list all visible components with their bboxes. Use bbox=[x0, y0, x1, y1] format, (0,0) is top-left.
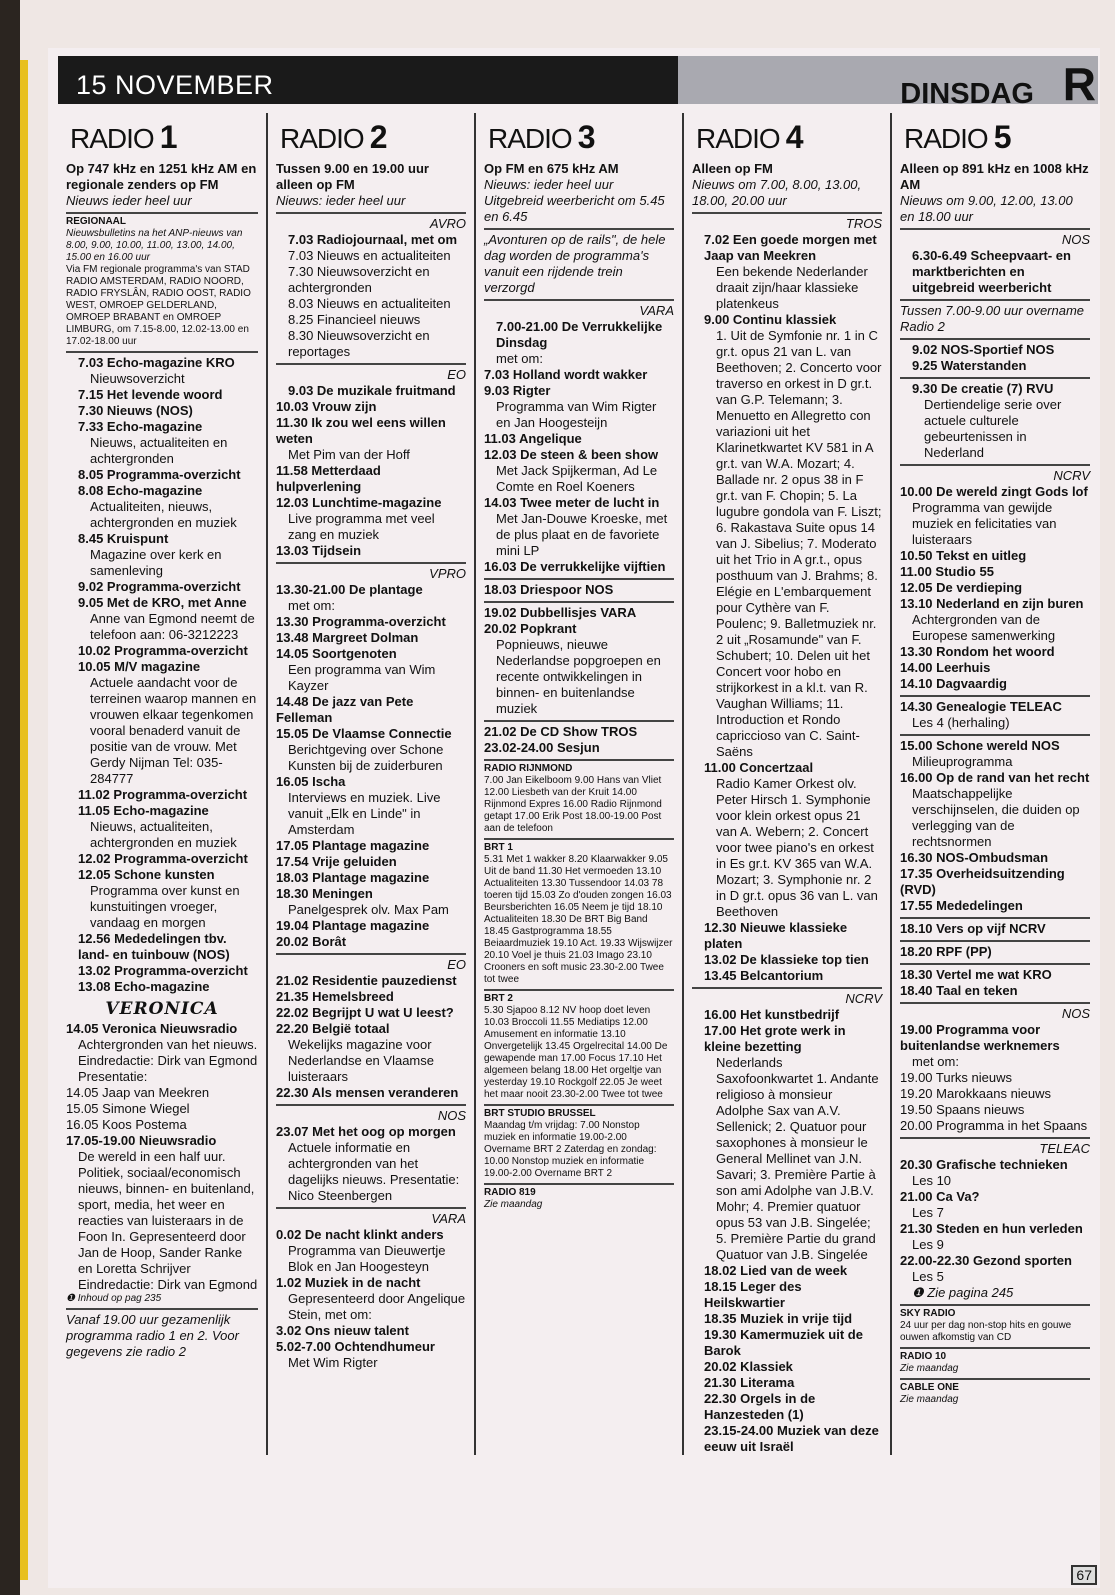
program-entry: 16.00 Het kunstbedrijf bbox=[704, 1007, 840, 1022]
program-entry: 14.00 Leerhuis bbox=[900, 660, 991, 675]
broadcaster-label: EO bbox=[447, 957, 466, 972]
program-entry: REGIONAAL bbox=[66, 216, 126, 227]
program-entry: BRT 1 bbox=[484, 842, 513, 853]
program-entry: 18.15 Leger des Heilskwartier bbox=[704, 1279, 802, 1310]
column-title-number: 4 bbox=[785, 119, 803, 155]
program-entry: 13.02 De klassieke top tien bbox=[704, 952, 869, 967]
program-description: Programma over kunst en kunstuitingen vroeger, vandaag en morgen bbox=[90, 883, 240, 930]
radio-column-3 bbox=[474, 113, 682, 1455]
program-entry: 5.02-7.00 Ochtendhumeur bbox=[276, 1339, 435, 1354]
column-title bbox=[904, 119, 1090, 157]
program-description: Met Wim Rigter bbox=[288, 1355, 378, 1370]
program-description: 15.05 Simone Wiegel bbox=[66, 1101, 190, 1116]
program-description: Een programma van Wim Kayzer bbox=[288, 662, 436, 693]
program-entry: 12.03 Lunchtime-magazine bbox=[276, 495, 442, 510]
program-entry: 7.03 Holland wordt wakker bbox=[484, 367, 648, 382]
broadcaster-label: TROS bbox=[845, 216, 882, 231]
program-description: Live programma met veel zang en muziek bbox=[288, 511, 435, 542]
program-entry: 10.02 Programma-overzicht bbox=[78, 643, 248, 658]
program-entry: 14.03 Twee meter de lucht in bbox=[484, 495, 660, 510]
program-entry: 22.30 Orgels in de Hanzesteden (1) bbox=[704, 1391, 816, 1422]
program-entry: 12.02 Programma-overzicht bbox=[78, 851, 248, 866]
program-description: 7.03 Nieuws en actualiteiten bbox=[288, 248, 451, 263]
program-description: Actualiteiten, nieuws, achtergronden en muziek bbox=[90, 499, 237, 530]
program-description: Gepresenteerd door Angelique Stein, met om: bbox=[288, 1291, 466, 1322]
program-entry: 3.02 Ons nieuw talent bbox=[276, 1323, 409, 1338]
program-entry: 9.02 Programma-overzicht bbox=[78, 579, 241, 594]
program-description: „Avonturen op de rails", de hele dag worden de programma's vanuit een rijdende trein verzorgd bbox=[484, 232, 674, 301]
program-entry: 14.05 Soortgenoten bbox=[276, 646, 397, 661]
program-entry: 22.30 Als mensen veranderen bbox=[276, 1085, 466, 1106]
program-entry: 19.00 Programma voor buitenlandse werknemers bbox=[900, 1022, 1060, 1053]
column-title-number: 3 bbox=[577, 119, 595, 155]
broadcaster-label: VARA bbox=[431, 1211, 466, 1226]
program-entry: SKY RADIO bbox=[900, 1308, 956, 1319]
program-description: Actuele aandacht voor de terreinen waarop mannen en vrouwen elkaar tegenkomen vooral benaderd vanuit de positie van de vrouw. Met Gerdy Nijman Tel: 035-284777 bbox=[90, 675, 257, 786]
program-description: 8.30 Nieuwsoverzicht en reportages bbox=[276, 328, 466, 365]
broadcaster-label: AVRO bbox=[429, 216, 466, 231]
program-description: Via FM regionale programma's van STAD RADIO AMSTERDAM, RADIO NOORD, RADIO FRYSLÂN, RADIO OOST, RADIO WEST, OMROEP GELDERLAND, OMROEP BRABANT en OMROEP LIMBURG, om 7.15-8.00, 12.02-13.00 en 17.02-18.00 uur bbox=[66, 264, 258, 353]
program-entry: 19.04 Plantage magazine bbox=[276, 918, 430, 933]
program-entry: 9.05 Met de KRO, met Anne bbox=[78, 595, 247, 610]
broadcaster-label: NCRV bbox=[1053, 468, 1090, 483]
program-description: 8.25 Financieel nieuws bbox=[288, 312, 421, 327]
program-entry: 17.05 Plantage magazine bbox=[276, 838, 430, 853]
program-description: 7.00 Jan Eikelboom 9.00 Hans van Vliet 12.00 Liesbeth van der Kruit 14.00 Rijnmond Expres 16.00 Radio Rijnmond getapt 17.00 Erik Post 18.00-19.00 Post aan de telefoon bbox=[484, 775, 674, 840]
program-description: 24 uur per dag non-stop hits en gouwe ouwen afkomstig van CD bbox=[900, 1320, 1090, 1349]
program-description: Met Jack Spijkerman, Ad Le Comte en Roel Koeners bbox=[496, 463, 658, 494]
program-entry: 18.30 Meningen bbox=[276, 886, 373, 901]
program-description: 7.30 Nieuwsoverzicht en achtergronden bbox=[288, 264, 430, 295]
broadcaster-label: NOS bbox=[437, 1108, 466, 1123]
program-description: Dertiendelige serie over actuele culturele gebeurtenissen in Nederland bbox=[900, 397, 1090, 466]
program-entry: 20.02 Popkrant bbox=[484, 621, 577, 636]
column-title-text: RADIO bbox=[696, 123, 780, 154]
program-description: 20.00 Programma in het Spaans bbox=[900, 1118, 1090, 1139]
program-description: 16.05 Koos Postema bbox=[66, 1117, 187, 1132]
broadcaster-label: NOS bbox=[1061, 232, 1090, 247]
program-entry: 13.30-21.00 De plantage bbox=[276, 582, 423, 597]
program-entry: BRT 2 bbox=[484, 993, 513, 1004]
program-entry: 9.02 NOS-Sportief NOS bbox=[912, 342, 1055, 357]
program-description: Actuele informatie en achtergronden van het dagelijks nieuws. Presentatie: Nico Steenbergen bbox=[276, 1140, 466, 1209]
page-binding-edge bbox=[20, 60, 28, 1580]
broadcaster-label: TELEAC bbox=[1039, 1141, 1090, 1156]
program-description: Nieuws, actualiteiten en achtergronden bbox=[90, 435, 228, 466]
program-entry: 13.03 Tijdsein bbox=[276, 543, 466, 564]
program-entry: 21.35 Hemelsbreed bbox=[276, 989, 394, 1004]
program-entry: 13.48 Margreet Dolman bbox=[276, 630, 419, 645]
program-description: 5.31 Met 1 wakker 8.20 Klaarwakker 9.05 Uit de band 11.30 Het vermoeden 13.10 Actualiteiten 13.30 Tussendoor 14.03 78 toeren tijd 15.03 Zo d'ouden zongen 16.03 Beursberichten 16.05 Neem je tijd 18.10 Actualiteiten 18.30 De BRT Big Band 18.45 Gastprogramma 18.55 Beiaardmuziek 19.10 Act. 19.33 Wijswijzer 20.10 Voel je thuis 21.03 Imago 23.10 Crooners en soft music 23.30-2.00 Twee tot twee bbox=[484, 854, 674, 991]
program-entry: BRT STUDIO BRUSSEL bbox=[484, 1108, 596, 1119]
program-entry: 22.20 België totaal bbox=[276, 1021, 390, 1036]
program-entry: 15.00 Schone wereld NOS bbox=[900, 738, 1060, 753]
program-description: Nieuws ieder heel uur bbox=[66, 193, 258, 214]
program-entry: 7.02 Een goede morgen met Jaap van Meekren bbox=[704, 232, 877, 263]
program-description: Nieuws: ieder heel uur bbox=[276, 193, 466, 214]
program-description: Tussen 7.00-9.00 uur overname Radio 2 bbox=[900, 303, 1090, 340]
program-entry: 7.03 Radiojournaal, met om bbox=[288, 232, 458, 247]
program-entry: 10.05 M/V magazine bbox=[78, 659, 201, 674]
program-entry: 12.56 Mededelingen tbv. land- en tuinbouw (NOS) bbox=[78, 931, 230, 962]
column-title-number: 5 bbox=[993, 119, 1011, 155]
program-description: ❶ Inhoud op pag 235 bbox=[66, 1293, 258, 1310]
program-entry: 12.03 De steen & been show bbox=[484, 447, 659, 462]
program-description: Programma van Wim Rigter en Jan Hoogesteijn bbox=[496, 399, 657, 430]
program-entry: 17.54 Vrije geluiden bbox=[276, 854, 397, 869]
program-entry: 11.03 Angelique bbox=[484, 431, 582, 446]
listing-columns bbox=[58, 113, 1098, 1455]
radio-column-2 bbox=[266, 113, 474, 1455]
program-entry: 9.03 De muzikale fruitmand bbox=[288, 383, 456, 398]
program-entry: 21.30 Steden en hun verleden bbox=[900, 1221, 1083, 1236]
program-entry: CABLE ONE bbox=[900, 1382, 959, 1393]
broadcaster-label: VARA bbox=[639, 303, 674, 318]
program-entry: 9.25 Waterstanden bbox=[900, 358, 1090, 379]
program-description: 8.03 Nieuws en actualiteiten bbox=[288, 296, 451, 311]
program-description: 14.05 Jaap van Meekren bbox=[66, 1085, 210, 1100]
program-description: Nieuws om 9.00, 12.00, 13.00 en 18.00 uur bbox=[900, 193, 1090, 230]
column-title-number: 2 bbox=[369, 119, 387, 155]
program-entry: 10.00 De wereld zingt Gods lof bbox=[900, 484, 1088, 499]
program-description: Maandag t/m vrijdag: 7.00 Nonstop muziek en informatie 19.00-2.00 Overname BRT 2 Zaterdag en zondag: 10.00 Nonstop muziek en informatie 19.00-2.00 Overname BRT 2 bbox=[484, 1120, 674, 1185]
program-entry: 23.02-24.00 Sesjun bbox=[484, 740, 674, 761]
program-entry: 0.02 De nacht klinkt anders bbox=[276, 1227, 444, 1242]
program-entry: Op 747 kHz en 1251 kHz AM en regionale zenders op FM bbox=[66, 161, 257, 192]
program-description: Nieuwsbulletins na het ANP-nieuws van 8.00, 9.00, 10.00, 11.00, 13.00, 14.00, 15.00 en 16.00 uur bbox=[66, 228, 243, 263]
program-entry: 17.55 Mededelingen bbox=[900, 898, 1090, 919]
program-entry: 22.00-22.30 Gezond sporten bbox=[900, 1253, 1072, 1268]
program-entry: 14.05 Veronica Nieuwsradio bbox=[66, 1021, 238, 1036]
column-title-text: RADIO bbox=[280, 123, 364, 154]
column-title-text: RADIO bbox=[70, 123, 154, 154]
program-entry: 17.05-19.00 Nieuwsradio bbox=[66, 1133, 217, 1148]
program-description: met om: bbox=[912, 1054, 959, 1069]
program-entry: 18.10 Vers op vijf NCRV bbox=[900, 921, 1090, 942]
program-entry: RADIO 10 bbox=[900, 1351, 947, 1362]
program-description: Milieuprogramma bbox=[912, 754, 1013, 769]
program-entry: 14.48 De jazz van Pete Felleman bbox=[276, 694, 414, 725]
veronica-logo: VERONICA bbox=[105, 999, 219, 1019]
program-entry: 18.02 Lied van de week bbox=[704, 1263, 848, 1278]
radio-column-5 bbox=[890, 113, 1098, 1455]
program-entry: 7.00-21.00 De Verrukkelijke Dinsdag bbox=[496, 319, 663, 350]
program-entry: 13.10 Nederland en zijn buren bbox=[900, 596, 1084, 611]
program-description: Les 9 bbox=[912, 1237, 944, 1252]
program-entry: 8.05 Programma-overzicht bbox=[78, 467, 241, 482]
radio-column-4 bbox=[682, 113, 890, 1455]
program-entry: Tussen 9.00 en 19.00 uur alleen op FM bbox=[276, 161, 429, 192]
program-description: Nieuws: ieder heel uur Uitgebreid weerbericht om 5.45 en 6.45 bbox=[484, 177, 674, 230]
program-description: 19.20 Marokkaans nieuws bbox=[900, 1086, 1052, 1101]
program-description: Anne van Egmond neemt de telefoon aan: 06-3212223 bbox=[90, 611, 255, 642]
program-description: Les 7 bbox=[912, 1205, 944, 1220]
column-title bbox=[280, 119, 466, 157]
program-description: Met Pim van der Hoff bbox=[288, 447, 410, 462]
program-description: met om: bbox=[496, 351, 543, 366]
program-entry: 17.00 Het grote werk in kleine bezetting bbox=[704, 1023, 846, 1054]
program-entry: 1.02 Muziek in de nacht bbox=[276, 1275, 421, 1290]
program-entry: 16.03 De verrukkelijke vijftien bbox=[484, 559, 674, 580]
program-entry: 8.45 Kruispunt bbox=[78, 531, 169, 546]
program-entry: 23.07 Met het oog op morgen bbox=[276, 1124, 456, 1139]
program-entry: 8.08 Echo-magazine bbox=[78, 483, 203, 498]
program-entry: 16.00 Op de rand van het recht bbox=[900, 770, 1090, 785]
program-description: Wekelijks magazine voor Nederlandse en Vlaamse luisteraars bbox=[288, 1037, 434, 1084]
header-day: DINSDAG bbox=[900, 78, 1034, 110]
program-entry: 7.15 Het levende woord bbox=[78, 387, 223, 402]
program-entry: 11.00 Studio 55 bbox=[900, 564, 994, 579]
program-entry: 16.30 NOS-Ombudsman bbox=[900, 850, 1049, 865]
program-entry: 12.05 Schone kunsten bbox=[78, 867, 215, 882]
program-description: Achtergronden van het nieuws. Eindredactie: Dirk van Egmond Presentatie: bbox=[78, 1037, 258, 1084]
program-description: Zie maandag bbox=[900, 1363, 1090, 1380]
program-entry: RADIO 819 bbox=[484, 1187, 536, 1198]
program-description: Berichtgeving over Schone Kunsten bij de zuiderburen bbox=[288, 742, 444, 773]
program-description: Nieuwsoverzicht bbox=[90, 371, 185, 386]
page-header bbox=[58, 56, 1098, 110]
header-day-block bbox=[678, 56, 1098, 110]
program-description: Les 4 (herhaling) bbox=[900, 715, 1090, 736]
program-entry: 13.30 Rondom het woord bbox=[900, 644, 1055, 659]
program-entry: 6.30-6.49 Scheepvaart- en marktberichten en uitgebreid weerbericht bbox=[900, 248, 1090, 301]
program-description: ❶ Zie pagina 245 bbox=[900, 1285, 1090, 1306]
program-entry: 23.15-24.00 Muziek van deze eeuw uit Israël bbox=[704, 1423, 879, 1454]
program-entry: 16.05 Ischa bbox=[276, 774, 346, 789]
program-description: Nieuws om 7.00, 8.00, 13.00, 18.00, 20.00 uur bbox=[692, 177, 882, 214]
program-description: Programma van gewijde muziek en felicitaties van luisteraars bbox=[912, 500, 1057, 547]
column-title-number: 1 bbox=[159, 119, 177, 155]
program-entry: 18.03 Driespoor NOS bbox=[484, 582, 674, 603]
broadcaster-label: NOS bbox=[1061, 1006, 1090, 1021]
program-entry: 17.35 Overheidsuitzending (RVD) bbox=[900, 866, 1065, 897]
page-number: 67 bbox=[1071, 1565, 1097, 1585]
program-entry: 19.02 Dubbellisjes VARA bbox=[484, 605, 637, 620]
program-entry: 10.03 Vrouw zijn bbox=[276, 399, 377, 414]
column-title bbox=[696, 119, 882, 157]
program-entry: 19.30 Kamermuziek uit de Barok bbox=[704, 1327, 863, 1358]
program-description: Een bekende Nederlander draait zijn/haar klassieke platenkeus bbox=[716, 264, 868, 311]
program-description: Achtergronden van de Europese samenwerking bbox=[912, 612, 1056, 643]
program-entry: 7.33 Echo-magazine bbox=[78, 419, 203, 434]
program-entry: 18.03 Plantage magazine bbox=[276, 870, 430, 885]
program-description: 19.00 Turks nieuws bbox=[900, 1070, 1013, 1085]
program-description: De wereld in een half uur. Politiek, sociaal/economisch nieuws, binnen- en buitenland, sport, media, het weer en reacties van luisteraars in de Foon In. Gepresenteerd door Jan de Hoop, Sander Ranke en Loretta Schrijver Eindredactie: Dirk van Egmond bbox=[78, 1149, 258, 1292]
program-entry: 9.00 Continu klassiek bbox=[704, 312, 837, 327]
program-entry: RADIO RIJNMOND bbox=[484, 763, 573, 774]
program-entry: 10.50 Tekst en uitleg bbox=[900, 548, 1027, 563]
broadcaster-label: NCRV bbox=[845, 991, 882, 1006]
program-entry: 21.00 Ca Va? bbox=[900, 1189, 980, 1204]
program-entry: 22.02 Begrijpt U wat U leest? bbox=[276, 1005, 454, 1020]
broadcaster-label: EO bbox=[447, 367, 466, 382]
program-description: Panelgesprek olv. Max Pam bbox=[288, 902, 449, 917]
program-entry: 11.30 Ik zou wel eens willen weten bbox=[276, 415, 446, 446]
program-entry: 20.30 Grafische technieken bbox=[900, 1157, 1068, 1172]
program-description: Les 10 bbox=[912, 1173, 952, 1188]
program-entry: Alleen op FM bbox=[692, 161, 773, 176]
program-description: Zie maandag bbox=[484, 1199, 543, 1210]
program-entry: 13.08 Echo-magazine bbox=[78, 979, 210, 994]
program-description: Vanaf 19.00 uur gezamenlijk programma radio 1 en 2. Voor gegevens zie radio 2 bbox=[66, 1312, 239, 1359]
program-description: Nieuws, actualiteiten, achtergronden en muziek bbox=[90, 819, 237, 850]
program-entry: 7.30 Nieuws (NOS) bbox=[78, 403, 193, 418]
program-entry: 11.05 Echo-magazine bbox=[78, 803, 209, 818]
program-entry: 18.30 Vertel me wat KRO bbox=[900, 967, 1052, 982]
column-title-text: RADIO bbox=[904, 123, 988, 154]
program-entry: 12.30 Nieuwe klassieke platen bbox=[704, 920, 848, 951]
program-entry: 20.02 Borât bbox=[276, 934, 466, 955]
page-binding bbox=[0, 0, 20, 1595]
program-entry: 9.30 De creatie (7) RVU bbox=[912, 381, 1054, 396]
program-description: Met Jan-Douwe Kroeske, met de plus plaat en de favoriete mini LP bbox=[496, 511, 668, 558]
program-entry: 21.02 Residentie pauzedienst bbox=[276, 973, 457, 988]
program-description: Interviews en muziek. Live vanuit „Elk en Linde" in Amsterdam bbox=[288, 790, 441, 837]
program-entry: 11.58 Metterdaad hulpverlening bbox=[276, 463, 381, 494]
program-entry: 13.30 Programma-overzicht bbox=[276, 614, 446, 629]
radio-column-1 bbox=[58, 113, 266, 1455]
program-entry: 7.03 Echo-magazine KRO bbox=[78, 355, 235, 370]
program-description: 19.50 Spaans nieuws bbox=[900, 1102, 1025, 1117]
program-description: Zie maandag bbox=[900, 1394, 959, 1405]
program-entry: 11.00 Concertzaal bbox=[704, 760, 814, 775]
program-description: met om: bbox=[288, 598, 335, 613]
program-entry: 18.40 Taal en teken bbox=[900, 983, 1090, 1004]
program-description: Programma van Dieuwertje Blok en Jan Hoogesteyn bbox=[288, 1243, 446, 1274]
program-entry: 13.45 Belcantorium bbox=[692, 968, 882, 989]
program-entry: 21.30 Literama bbox=[704, 1375, 795, 1390]
broadcaster-label: VPRO bbox=[429, 566, 466, 581]
column-title bbox=[70, 119, 258, 157]
program-description: Magazine over kerk en samenleving bbox=[90, 547, 222, 578]
program-description: 5.30 Sjapoo 8.12 NV hoop doet leven 10.03 Broccoli 11.55 Mediatips 12.00 Amusement en informatie 13.10 Onvergetelijk 13.45 Orgelrecital 14.00 De gewapende man 17.00 Focus 17.10 Het algemeen belang 18.00 Het orgeltje van yesterday 19.10 Rockgolf 22.05 Je weet het maar nooit 23.30-2.00 Twee tot twee bbox=[484, 1005, 674, 1106]
program-entry: 12.05 De verdieping bbox=[900, 580, 1023, 595]
program-entry: Alleen op 891 kHz en 1008 kHz AM bbox=[900, 161, 1089, 192]
header-date: 15 NOVEMBER bbox=[58, 56, 678, 104]
program-description: Maatschappelijke verschijnselen, die duiden op verlegging van de rechtsnormen bbox=[912, 786, 1080, 849]
program-entry: 18.35 Muziek in vrije tijd bbox=[704, 1311, 853, 1326]
program-description: 1. Uit de Symfonie nr. 1 in C gr.t. opus 21 van L. van Beethoven; 2. Concerto voor traverso en orkest in D gr.t. van G.P. Telemann; 3. Menuetto en Allegretto con variazioni uit het Klarinetkwartet KV 581 in A gr.t. van W.A. Mozart; 4. Ballade nr. 2 opus 38 in F gr.t. van F. Chopin; 5. La lugubre gondola van F. Liszt; 6. Rakastava Suite opus 14 van J. Sibelius; 7. Moderato uit het Trio in A gr.t., opus posthuum van J. Brahms; 8. Elégie en L'embarquement pour Cythère van F. Poulenc; 9. Balletmuziek nr. 2 uit „Rosamunde" van F. Schubert; 10. Delen uit het Concert voor hobo en strijkorkest in a kl.t. van R. Vaughan Williams; 11. Introduction et Rondo capriccioso van C. Saint-Saëns bbox=[716, 328, 882, 759]
program-entry: 13.02 Programma-overzicht bbox=[78, 963, 248, 978]
program-entry: 11.02 Programma-overzicht bbox=[78, 787, 248, 802]
program-description: Les 5 bbox=[912, 1269, 944, 1284]
program-description: Radio Kamer Orkest olv. Peter Hirsch 1. Symphonie voor klein orkest opus 21 van A. Webern; 2. Concert voor twee piano's en orkest in Es gr.t. KV 365 van W.A. Mozart; 3. Symphonie nr. 2 in D gr.t. opus 36 van L. van Beethoven bbox=[716, 776, 878, 919]
program-entry: 14.30 Genealogie TELEAC bbox=[900, 699, 1062, 714]
program-entry: 18.20 RPF (PP) bbox=[900, 944, 1090, 965]
program-entry: 15.05 De Vlaamse Connectie bbox=[276, 726, 452, 741]
column-title-text: RADIO bbox=[488, 123, 572, 154]
program-description: Nederlands Saxofoonkwartet 1. Andante religioso à monsieur Adolphe Sax van A.V. Sellenick; 2. Quatuor pour saxophones à monsieur le General Mellinet van J.N. Savari; 3. Première Partie à son ami Adolphe van J.B.V. Mohr; 4. Premier quatuor opus 53 van J.B. Singelée; 5. Première Partie du grand Quatuor van J.B. Singelée bbox=[716, 1055, 879, 1262]
header-letter: R bbox=[1062, 58, 1096, 110]
program-entry: 14.10 Dagvaardig bbox=[900, 676, 1090, 697]
program-entry: 21.02 De CD Show TROS bbox=[484, 724, 638, 739]
program-description: Popnieuws, nieuwe Nederlandse popgroepen en recente ontwikkelingen in binnen- en buitenlandse muziek bbox=[484, 637, 674, 722]
program-entry: 20.02 Klassiek bbox=[704, 1359, 793, 1374]
program-entry: 9.03 Rigter bbox=[484, 383, 551, 398]
column-title bbox=[488, 119, 674, 157]
program-entry: Op FM en 675 kHz AM bbox=[484, 161, 619, 176]
